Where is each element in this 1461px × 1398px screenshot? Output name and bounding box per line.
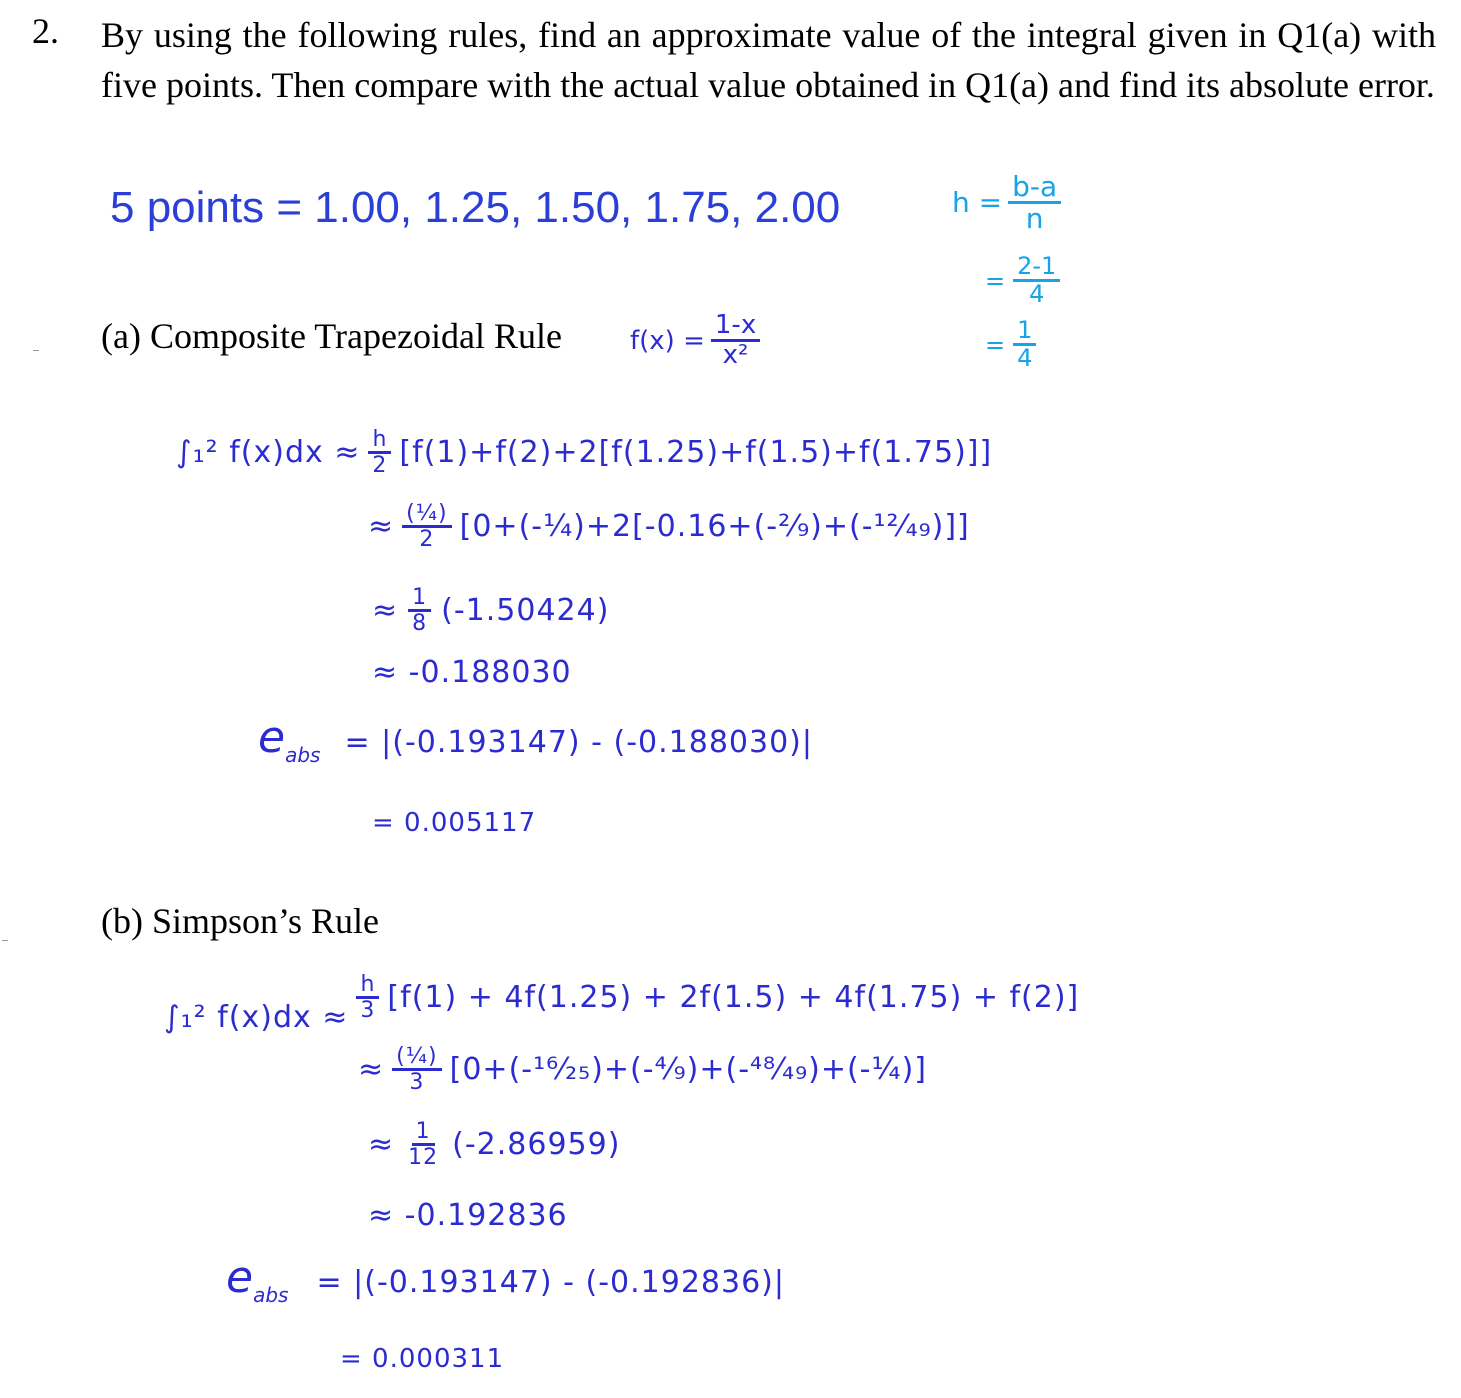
h-formula-row2 [985,254,1060,307]
trap-line-2-prefix: ≈ [368,509,395,545]
h-eq3: = [985,330,1006,359]
simpson-h-over-3-numerator: h [356,973,379,999]
trap-eabs [258,712,813,767]
simpson-line-2 [358,1045,927,1094]
simpson-line-3-prefix: ≈ [368,1127,395,1163]
simpson-eabs-subscript: abs [253,1283,289,1307]
simpson-line-1 [164,960,1079,1035]
simpson-integral: ∫₁² f(x)dx ≈ [164,1000,349,1035]
trap-line-2-coefficient [402,502,452,551]
simpson-eabs [226,1252,785,1307]
simpson-line-2-coefficient-denominator: 3 [409,1070,425,1096]
simpson-line-3-coefficient [404,1120,442,1169]
simpson-line-3-coefficient-denominator: 12 [408,1145,439,1171]
trap-line-3-sum: (-1.50424) [441,593,610,629]
simpson-line-2-coefficient [392,1045,442,1094]
trap-h-over-2-denominator: 2 [372,453,388,479]
trap-line-3-coefficient [408,586,431,635]
trap-line-1 [176,428,992,477]
question-number: 2. [32,11,59,51]
section-b-title: (b) Simpson’s Rule [101,901,380,941]
trap-eabs-expression: = |(-0.193147) - (-0.188030)| [344,725,813,760]
simpson-line-3 [368,1120,620,1169]
trap-result: ≈ -0.188030 [372,655,572,690]
h-formula-row1 [952,172,1061,234]
h-fraction-values [1013,254,1060,307]
fx-denominator: x² [722,340,749,371]
trap-line-2-values: [0+(-¼)+2[-0.16+(-²⁄₉)+(-¹²⁄₄₉)]] [459,509,970,545]
trap-eabs-subscript: abs [285,743,321,767]
h-frac2-numerator: 2-1 [1013,254,1060,282]
simpson-line-2-values: [0+(-¹⁶⁄₂₅)+(-⁴⁄₉)+(-⁴⁸⁄₄₉)+(-¼)] [449,1052,927,1088]
trap-line-3-coefficient-denominator: 8 [412,611,428,637]
fx-definition [630,312,760,370]
fx-lhs: f(x) = [630,325,705,356]
h-fraction-result [1013,318,1036,371]
simpson-result: ≈ -0.192836 [368,1198,568,1233]
margin-tick-b [2,940,8,941]
simpson-eabs-expression: = |(-0.193147) - (-0.192836)| [316,1265,785,1300]
trap-h-over-2 [368,428,391,477]
h-fraction-definition [1008,172,1061,234]
h-frac2-denominator: 4 [1029,280,1045,309]
section-a-title: (a) Composite Trapezoidal Rule [101,316,562,356]
simpson-eabs-result: = 0.000311 [340,1344,505,1374]
trap-line-2-coefficient-numerator: (¼) [402,502,452,528]
trap-line-3-coefficient-numerator: 1 [408,586,431,612]
trap-integral: ∫₁² f(x)dx ≈ [176,435,361,471]
trap-line-3-prefix: ≈ [372,593,399,629]
trap-eabs-result: = 0.005117 [372,808,537,838]
trap-line-3 [372,586,609,635]
margin-tick-a [33,350,39,351]
h-frac1-numerator: b-a [1008,172,1061,204]
simpson-line-2-prefix: ≈ [358,1052,385,1088]
trap-h-over-2-numerator: h [368,428,391,454]
trap-formula: [f(1)+f(2)+2[f(1.25)+f(1.5)+f(1.75)]] [399,435,993,471]
simpson-eabs-label: $e_{abs}$ [226,1252,289,1307]
simpson-line-2-coefficient-numerator: (¼) [392,1045,442,1071]
simpson-line-3-sum: (-2.86959) [452,1127,621,1163]
fx-fraction [711,312,760,370]
h-frac3-numerator: 1 [1013,318,1036,346]
h-frac3-denominator: 4 [1017,344,1033,373]
fx-numerator: 1-x [711,312,760,342]
trap-line-2-coefficient-denominator: 2 [419,527,435,553]
trap-eabs-label: $e_{abs}$ [258,712,321,767]
h-lhs: h = [952,186,1003,220]
trap-line-2 [368,502,970,551]
simpson-line-3-coefficient-numerator: 1 [412,1120,435,1146]
simpson-h-over-3-denominator: 3 [360,998,376,1023]
points-line: 5 points = 1.00, 1.25, 1.50, 1.75, 2.00 [110,183,841,232]
h-frac1-denominator: n [1025,202,1044,236]
simpson-h-over-3 [356,973,379,1022]
h-formula-row3 [985,318,1036,371]
question-text: By using the following rules, find an approximate value of the integral given in Q1(a) with five points. Then compare with the actual value obtained in Q1(a) and find its absolute error. [101,15,1436,105]
h-eq2: = [985,266,1006,295]
simpson-formula: [f(1) + 4f(1.25) + 2f(1.5) + 4f(1.75) + f(2)] [387,980,1080,1015]
